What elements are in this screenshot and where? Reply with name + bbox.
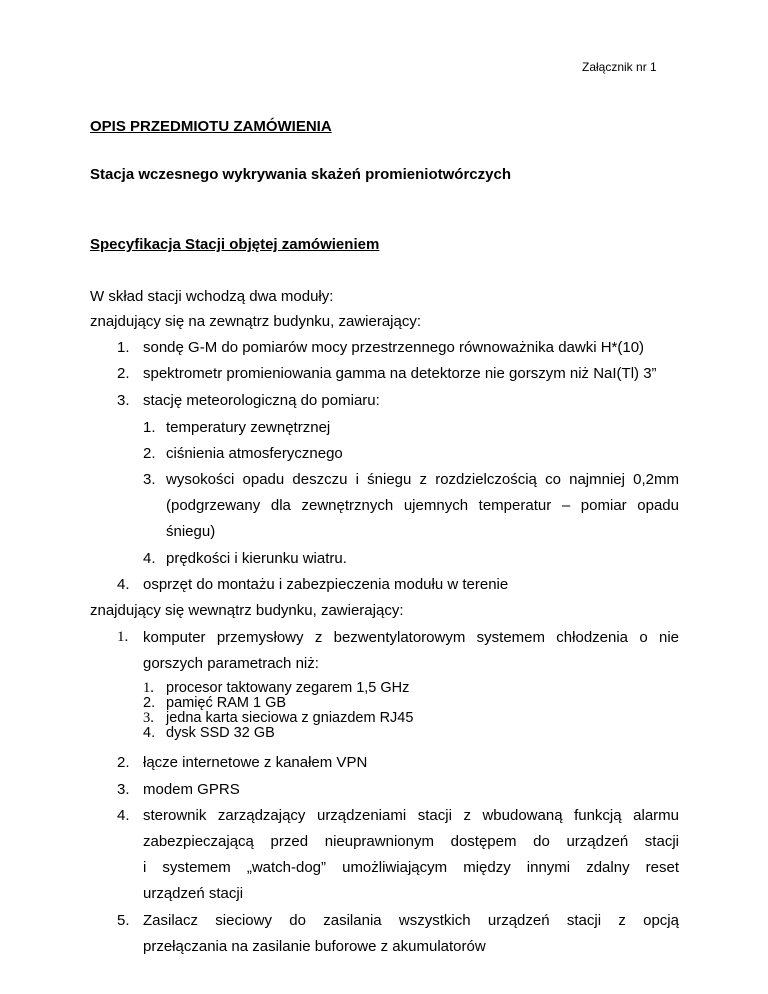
list-item-line: przełączania na zasilanie buforowe z akumulatorów: [143, 938, 486, 955]
annex-label: Załącznik nr 1: [582, 60, 657, 74]
list-item-line: gorszych parametrach niż:: [143, 655, 319, 672]
sublist-item: temperatury zewnętrznej: [166, 419, 331, 436]
list-number: 1.: [117, 629, 129, 645]
document-subtitle: Stacja wczesnego wykrywania skażeń promieniotwórczych: [90, 166, 511, 183]
sublist-number: 2.: [143, 445, 156, 462]
list-number: 3.: [117, 392, 130, 409]
list-item-line: Zasilacz sieciowy do zasilania wszystkich urządzeń stacji z opcją: [143, 912, 679, 929]
param-item: dysk SSD 32 GB: [166, 725, 275, 741]
module-inside-heading: znajdujący się wewnątrz budynku, zawierający:: [90, 602, 404, 619]
param-number: 2.: [143, 695, 156, 711]
param-number: 1.: [143, 680, 154, 696]
list-item-line: urządzeń stacji: [143, 885, 244, 902]
list-number: 2.: [117, 754, 130, 771]
list-number: 3.: [117, 781, 130, 798]
list-item: łącze internetowe z kanałem VPN: [143, 754, 368, 771]
document-title: OPIS PRZEDMIOTU ZAMÓWIENIA: [90, 118, 332, 135]
param-item: procesor taktowany zegarem 1,5 GHz: [166, 680, 410, 696]
list-number: 4.: [117, 807, 130, 824]
list-item-line: sterownik zarządzający urządzeniami stacji z wbudowaną funkcją alarmu: [143, 807, 679, 824]
param-number: 4.: [143, 725, 156, 741]
spec-heading: Specyfikacja Stacji objętej zamówieniem: [90, 236, 380, 253]
list-number: 1.: [117, 339, 130, 356]
sublist-item: prędkości i kierunku wiatru.: [166, 550, 347, 567]
sublist-item: ciśnienia atmosferycznego: [166, 445, 343, 462]
list-item: modem GPRS: [143, 781, 240, 798]
sublist-item-line: (podgrzewany dla zewnętrznych ujemnych temperatur – pomiar opadu: [166, 497, 679, 514]
list-item-line: i systemem „watch-dog” umożliwiającym między innymi zdalny reset: [143, 859, 679, 876]
sublist-item-line: śniegu): [166, 523, 216, 540]
list-item-line: komputer przemysłowy z bezwentylatorowym systemem chłodzenia o nie: [143, 629, 679, 646]
list-number: 2.: [117, 365, 130, 382]
list-item: osprzęt do montażu i zabezpieczenia modułu w terenie: [143, 576, 509, 593]
list-item-line: zabezpieczającą przed nieuprawnionym dostępem do urządzeń stacji: [143, 833, 679, 850]
list-number: 4.: [117, 576, 130, 593]
module-outside-heading: znajdujący się na zewnątrz budynku, zawierający:: [90, 313, 422, 330]
param-number: 3.: [143, 710, 154, 726]
list-number: 5.: [117, 912, 130, 929]
sublist-item-line: wysokości opadu deszczu i śniegu z rozdzielczością co najmniej 0,2mm: [166, 471, 679, 488]
list-item: sondę G-M do pomiarów mocy przestrzennego równoważnika dawki H*(10): [143, 339, 645, 356]
param-item: pamięć RAM 1 GB: [166, 695, 287, 711]
list-item: stację meteorologiczną do pomiaru:: [143, 392, 380, 409]
intro-text: W skład stacji wchodzą dwa moduły:: [90, 288, 334, 305]
sublist-number: 4.: [143, 550, 156, 567]
sublist-number: 3.: [143, 471, 156, 488]
sublist-number: 1.: [143, 419, 156, 436]
list-item: spektrometr promieniowania gamma na detektorze nie gorszym niż NaI(Tl) 3”: [143, 365, 657, 382]
param-item: jedna karta sieciowa z gniazdem RJ45: [166, 710, 414, 726]
